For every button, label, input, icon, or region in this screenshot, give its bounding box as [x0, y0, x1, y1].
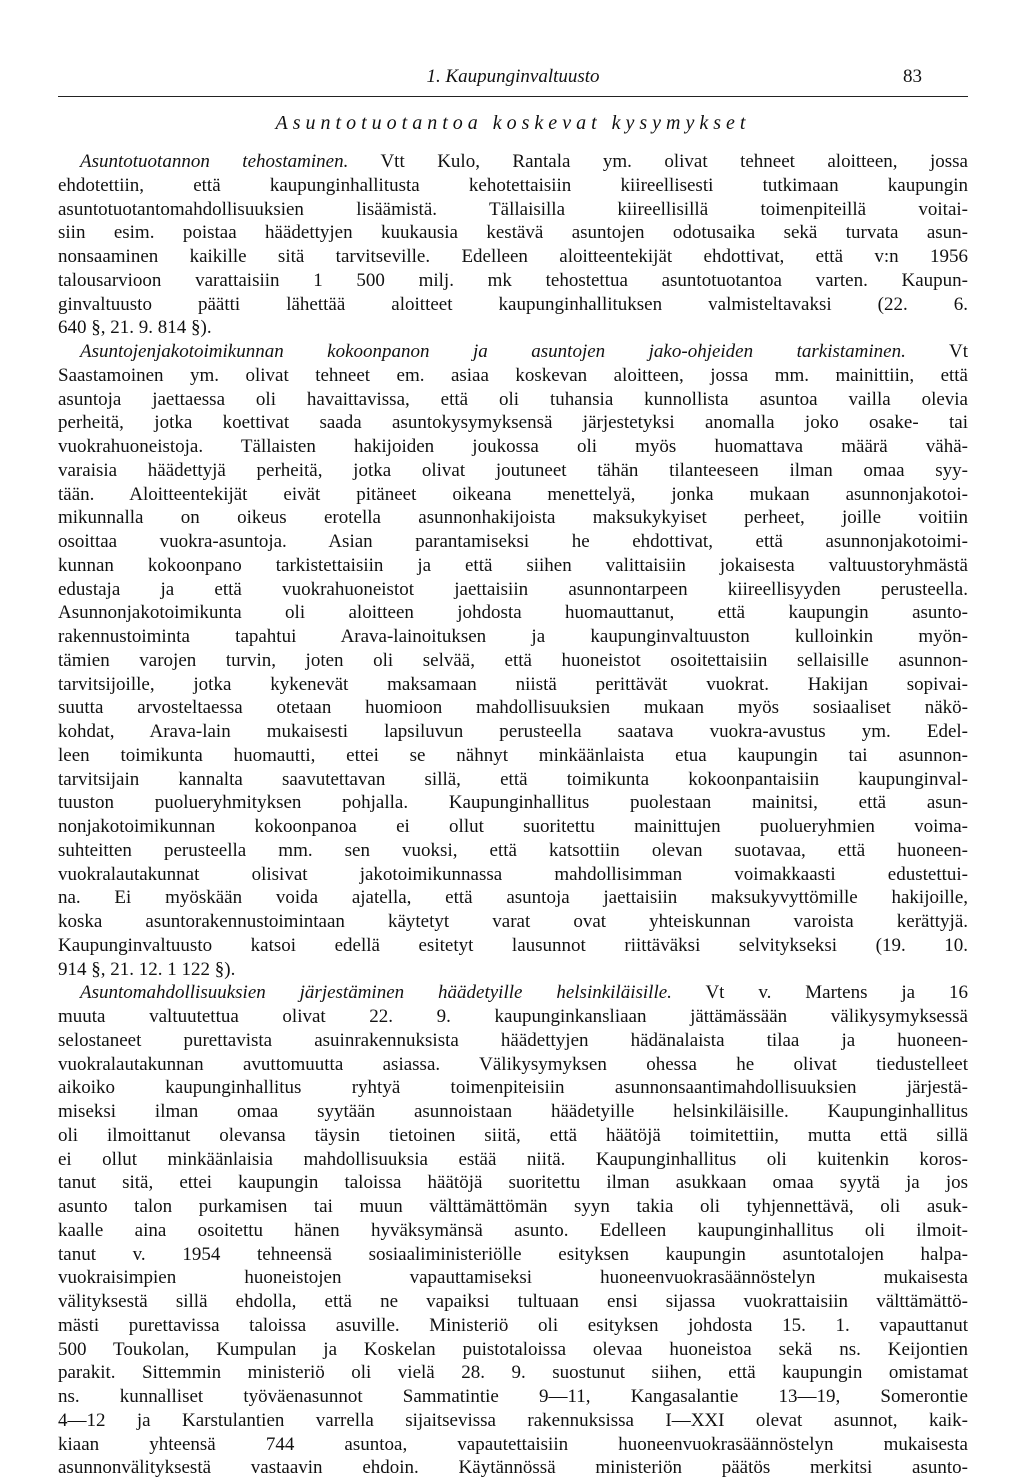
- text-line: Saastamoinen ym. olivat tehneet em. asiaa koskevan aloitteen, jossa mm. mainittiin, että: [58, 364, 968, 386]
- text-line: miseksi ilman omaa syytään asunnoistaan häädetyille helsinkiläisille. Kaupunginhallitus: [58, 1101, 968, 1122]
- text-line: tämien varojen turvin, joten oli selvää, että huoneistot osoitettaisiin sellaisille asunnon-: [58, 649, 968, 671]
- text-line: ginvaltuusto päätti lähettää aloitteet kaupunginhallituksen valmisteltavaksi (22. 6.: [58, 293, 968, 315]
- text-line: asuntoja jaettaessa oli havaittavissa, että oli tuhansia kunnollista asuntoa vailla olevia: [58, 388, 968, 410]
- text-line: 500 Toukolan, Kumpulan ja Koskelan puistotaloissa olevaa huoneistoa sekä ns. Keijontien: [58, 1338, 968, 1360]
- text-line: vuokrahuoneistoja. Tällaisten hakijoiden joukossa oli myös huomattava määrä vähä-: [58, 436, 968, 457]
- text-line: Asuntojenjakotoimikunnan kokoonpanon ja asuntojen jako-ohjeiden tarkistaminen. Vt: [80, 341, 968, 362]
- text-line: suutta arvosteltaessa otetaan huomioon mahdollisuuksien mukaan myös sosiaaliset näkö-: [58, 697, 968, 719]
- text-line: perheitä, jotka koettivat saada asuntokysymyksensä järjestetyksi anomalla joko osake- tai: [58, 412, 968, 434]
- text-line: kohdat, Arava-lain mukaisesti lapsiluvun perusteella saatava vuokra-avustus ym. Edel-: [58, 721, 968, 742]
- text-line: tarvitsijoille, jotka kykenevät maksamaan niistä perittävät vuokrat. Hakijan sopivai-: [58, 673, 968, 695]
- text-line: muuta valtuutettua olivat 22. 9. kaupunginkansliaan jättämässään välikysymyksessä: [58, 1006, 968, 1027]
- text-line: oli ilmoittanut olevansa täysin tietoinen siitä, että häätöjä toimitettiin, mutta että sillä: [58, 1124, 968, 1146]
- text-line: asuntotuotantomahdollisuuksien lisäämistä. Tällaisilla kiireellisillä toimenpiteillä voitai-: [58, 198, 968, 220]
- text-line: mästi purettavissa taloissa asuville. Ministeriö oli esityksen johdosta 15. 1. vapauttanut: [58, 1314, 968, 1336]
- page-number: 83: [903, 66, 922, 87]
- document-page: [58, 0, 968, 1479]
- text-line: asunnonvälityksestä vastaavin ehdoin. Käytännössä ministeriön päätös merkitsi asunto-: [58, 1457, 968, 1479]
- text-line: nonsaaminen kaikille sitä tarvitseville. Edelleen aloitteentekijät ehdottivat, että v:n 1956: [58, 246, 968, 267]
- text-line: siin esim. poistaa häädettyjen kuukausia kestävä asuntojen odotusaika sekä turvata asun-: [58, 222, 968, 244]
- text-line: rakennustoiminta tapahtui Arava-lainoituksen ja kaupunginvaltuuston kulloinkin myön-: [58, 626, 968, 647]
- text-line: 640 §, 21. 9. 814 §).: [58, 317, 212, 339]
- text-line: talousarvioon varattaisiin 1 500 milj. mk tehostettua asuntotuotantoa varten. Kaupun-: [58, 269, 968, 291]
- text-line: varaisia häädettyjä perheitä, jotka olivat joutuneet tähän tilanteeseen ilman omaa syy-: [58, 459, 968, 481]
- text-line: aikoiko kaupunginhallitus ryhtyä toimenpiteisiin asunnonsaantimahdollisuuksien järjestä-: [58, 1077, 968, 1099]
- text-line: tään. Aloitteentekijät eivät pitäneet oikeana menettelyä, jonka mukaan asunnonjakotoi-: [58, 483, 968, 505]
- body-text: [58, 150, 968, 1480]
- text-line: 4—12 ja Karstulantien varrella sijaitsevissa rakennuksissa I—XXI olevat asunnot, kaik-: [58, 1409, 968, 1431]
- text-line: edustaja ja että vuokrahuoneistot jaettaisiin asunnontarpeen kiireellisyyden perusteella.: [58, 578, 968, 600]
- text-line: tanut v. 1954 tehneensä sosiaaliministeriölle esityksen kaupungin asuntotalojen halpa-: [58, 1243, 968, 1265]
- text-line: osoittaa vuokra-asuntoja. Asian parantamiseksi he ehdottivat, että asunnonjakotoimi-: [58, 531, 968, 552]
- text-line: leen toimikunta huomautti, ettei se nähnyt minkäänlaista etua kaupungin tai asunnon-: [58, 744, 968, 766]
- text-line: suhteitten perusteella mm. sen vuoksi, että katsottiin olevan suotavaa, että huoneen-: [58, 839, 968, 861]
- text-line: asunto talon purkamisen tai muun välttämättömän syyn takia oli tyhjennettävä, oli asuk-: [58, 1196, 968, 1217]
- text-line: vuokraisimpien huoneistojen vapauttamiseksi huoneenvuokrasäännöstelyn mukaisesta: [58, 1267, 968, 1289]
- text-line: kiaan yhteensä 744 asuntoa, vapautettaisiin huoneenvuokrasäännöstelyn mukaisesta: [58, 1433, 968, 1455]
- section-title: Asuntotuotantoa koskevat kysymykset: [275, 112, 751, 134]
- text-line: vuokralautakunnat olisivat jakotoimikunnassa mahdollisimman voimakkaasti edustettui-: [58, 863, 968, 885]
- text-line: 914 §, 21. 12. 1 122 §).: [58, 958, 236, 980]
- text-line: tarvitsijain kannalta saavutettavan sillä, että toimikunta kokoonpantaisiin kaupunginval-: [58, 768, 968, 790]
- text-line: nonjakotoimikunnan kokoonpanoa ei ollut suoritettu mainittujen puolueryhmien voima-: [58, 816, 968, 837]
- text-line: tuuston puolueryhmityksen pohjalla. Kaupunginhallitus puolestaan mainitsi, että asun-: [58, 792, 968, 814]
- text-line: vuokralautakunnan avuttomuutta asiassa. Välikysymyksen ohessa he olivat tiedustelleet: [58, 1053, 968, 1075]
- running-title: 1. Kaupunginvaltuusto: [426, 66, 600, 87]
- text-line: na. Ei myöskään voida ajatella, että asuntoja jaettaisiin maksukyvyttömille hakijoille,: [58, 887, 968, 909]
- text-line: Asuntomahdollisuuksien järjestäminen häädetyille helsinkiläisille. Vt v. Martens ja 16: [80, 982, 968, 1004]
- text-line: Kaupunginvaltuusto katsoi edellä esitetyt lausunnot riittäväksi selvitykseksi (19. 10.: [58, 934, 968, 956]
- text-line: tanut sitä, ettei kaupungin taloissa häätöjä suoritettu ilman asukkaan omaa syytä ja jos: [58, 1172, 968, 1194]
- text-line: kaalle aina osoitettu hänen hyväksymänsä asunto. Edelleen kaupunginhallitus oli ilmoit-: [58, 1219, 968, 1241]
- text-line: selostaneet purettavista asuinrakennuksista häädettyjen hädänalaista tilaa ja huoneen-: [58, 1029, 968, 1051]
- text-line: Asunnonjakotoimikunta oli aloitteen johdosta huomauttanut, että kaupungin asunto-: [58, 602, 968, 624]
- text-line: mikunnalla on oikeus erotella asunnonhakijoista maksukykyiset perheet, joille voitiin: [58, 507, 968, 529]
- running-header: [58, 62, 968, 97]
- text-line: koska asuntorakennustoimintaan käytetyt varat ovat yhteiskunnan varoista kerättyjä.: [58, 911, 968, 932]
- text-line: välityksestä sillä ehdolla, että ne vapaiksi tultuaan ensi sijassa vuokrattaisiin välttämättö-: [58, 1291, 968, 1312]
- text-line: ei ollut minkäänlaisia mahdollisuuksia estää niitä. Kaupunginhallitus oli kuitenkin koros-: [58, 1148, 968, 1170]
- text-line: ns. kunnalliset työväenasunnot Sammatintie 9—11, Kangasalantie 13—19, Somerontie: [58, 1386, 968, 1407]
- text-line: parakit. Sittemmin ministeriö oli vielä 28. 9. suostunut siihen, että kaupungin omistamat: [58, 1362, 968, 1384]
- text-line: Asuntotuotannon tehostaminen. Vtt Kulo, Rantala ym. olivat tehneet aloitteen, jossa: [80, 151, 968, 172]
- text-line: ehdotettiin, että kaupunginhallitusta kehotettaisiin kiireellisesti tutkimaan kaupungin: [58, 174, 968, 196]
- text-line: kunnan kokoonpano tarkistettaisiin ja että siihen valittaisiin jokaisesta valtuustoryhmästä: [58, 554, 968, 576]
